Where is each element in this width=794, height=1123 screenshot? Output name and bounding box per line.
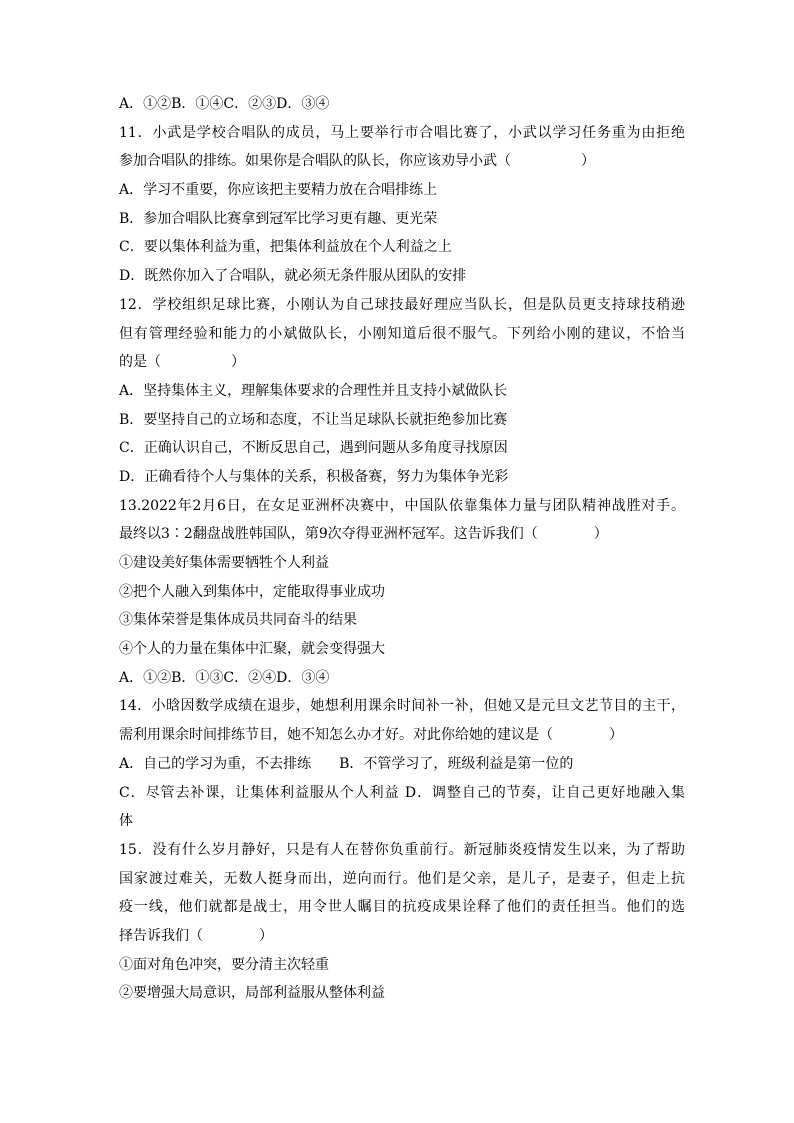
q15-stem-line-4: 择告诉我们（ ） xyxy=(119,927,273,944)
q14-options-cd: C．尽管去补课，让集体利益服从个人利益 D．调整自己的节奏，让自己更好地融入集 xyxy=(119,784,685,801)
q15-stem-line-2: 国家渡过难关，无数人挺身而出，逆向而行。他们是父亲，是儿子，是妻子，但走上抗 xyxy=(119,870,685,887)
q11-option-d: D．既然你加入了合唱队，就必须无条件服从团队的安排 xyxy=(119,268,467,285)
q13-stem-line-2: 最终以3∶2翻盘战胜韩国队，第9次夺得亚洲杯冠军。这告诉我们（ ） xyxy=(119,526,608,543)
q12-stem-line-2: 但有管理经验和能力的小斌做队长，小刚知道后很不服气。下列给小刚的建议，不恰当 xyxy=(119,325,685,342)
q11-option-b: B．参加合唱队比赛拿到冠军比学习更有趣、更光荣 xyxy=(119,210,438,227)
q12-option-d: D．正确看待个人与集体的关系，积极备赛，努力为集体争光彩 xyxy=(119,468,509,485)
q15-statement-1: ①面对角色冲突，要分清主次轻重 xyxy=(119,956,329,973)
q10-options: A．①②B．①④C．②③D．③④ xyxy=(119,96,330,112)
q13-options: A．①②B．①③C．②④D．③④ xyxy=(119,669,330,686)
q13-statement-3: ③集体荣誉是集体成员共同奋斗的结果 xyxy=(119,612,357,629)
q13-statement-2: ②把个人融入到集体中，定能取得事业成功 xyxy=(119,583,385,600)
q15-stem-line-3: 疫一线，他们就都是战士，用令世人瞩目的抗疫成果诠释了他们的责任担当。他们的选 xyxy=(119,899,685,916)
q12-option-b: B．要坚持自己的立场和态度，不让当足球队长就拒绝参加比赛 xyxy=(119,411,508,428)
q12-option-c: C．正确认识自己，不断反思自己，遇到问题从多角度寻找原因 xyxy=(119,440,508,457)
q14-options-ab: A．自己的学习为重，不去排练 B．不管学习了，班级利益是第一位的 xyxy=(119,755,574,772)
q15-statement-2: ②要增强大局意识，局部利益服从整体利益 xyxy=(119,985,385,1002)
q11-stem-line-2: 参加合唱队的排练。如果你是合唱队的队长，你应该劝导小武（ ） xyxy=(119,153,595,170)
q13-statement-4: ④个人的力量在集体中汇聚，就会变得强大 xyxy=(119,641,385,658)
q11-option-a: A．学习不重要，你应该把主要精力放在合唱排练上 xyxy=(119,182,438,199)
q12-stem-line-3: 的是（ ） xyxy=(119,354,245,371)
q12-option-a: A．坚持集体主义，理解集体要求的合理性并且支持小斌做队长 xyxy=(119,382,508,399)
q13-stem-line-1: 13.2022年2月6日，在女足亚洲杯决赛中，中国队依靠集体力量与团队精神战胜对手。 xyxy=(119,497,685,514)
q14-options-cd-wrap: 体 xyxy=(119,813,133,830)
q11-stem-line-1: 11．小武是学校合唱队的成员，马上要举行市合唱比赛了，小武以学习任务重为由拒绝 xyxy=(119,124,685,141)
q14-stem-line-2: 需利用课余时间排练节目，她不知怎么办才好。对此你给她的建议是（ ） xyxy=(119,727,623,744)
q14-stem-line-1: 14．小晗因数学成绩在退步，她想利用课余时间补一补，但她又是元旦文艺节目的主干， xyxy=(119,698,685,715)
document-page xyxy=(119,90,685,1008)
q13-statement-1: ①建设美好集体需要牺牲个人利益 xyxy=(119,555,329,571)
q15-stem-line-1: 15．没有什么岁月静好，只是有人在替你负重前行。新冠肺炎疫情发生以来，为了帮助 xyxy=(119,841,685,858)
q11-option-c: C．要以集体利益为重，把集体利益放在个人利益之上 xyxy=(119,239,452,256)
q12-stem-line-1: 12．学校组织足球比赛，小刚认为自己球技最好理应当队长，但是队员更支持球技稍逊 xyxy=(119,296,685,313)
